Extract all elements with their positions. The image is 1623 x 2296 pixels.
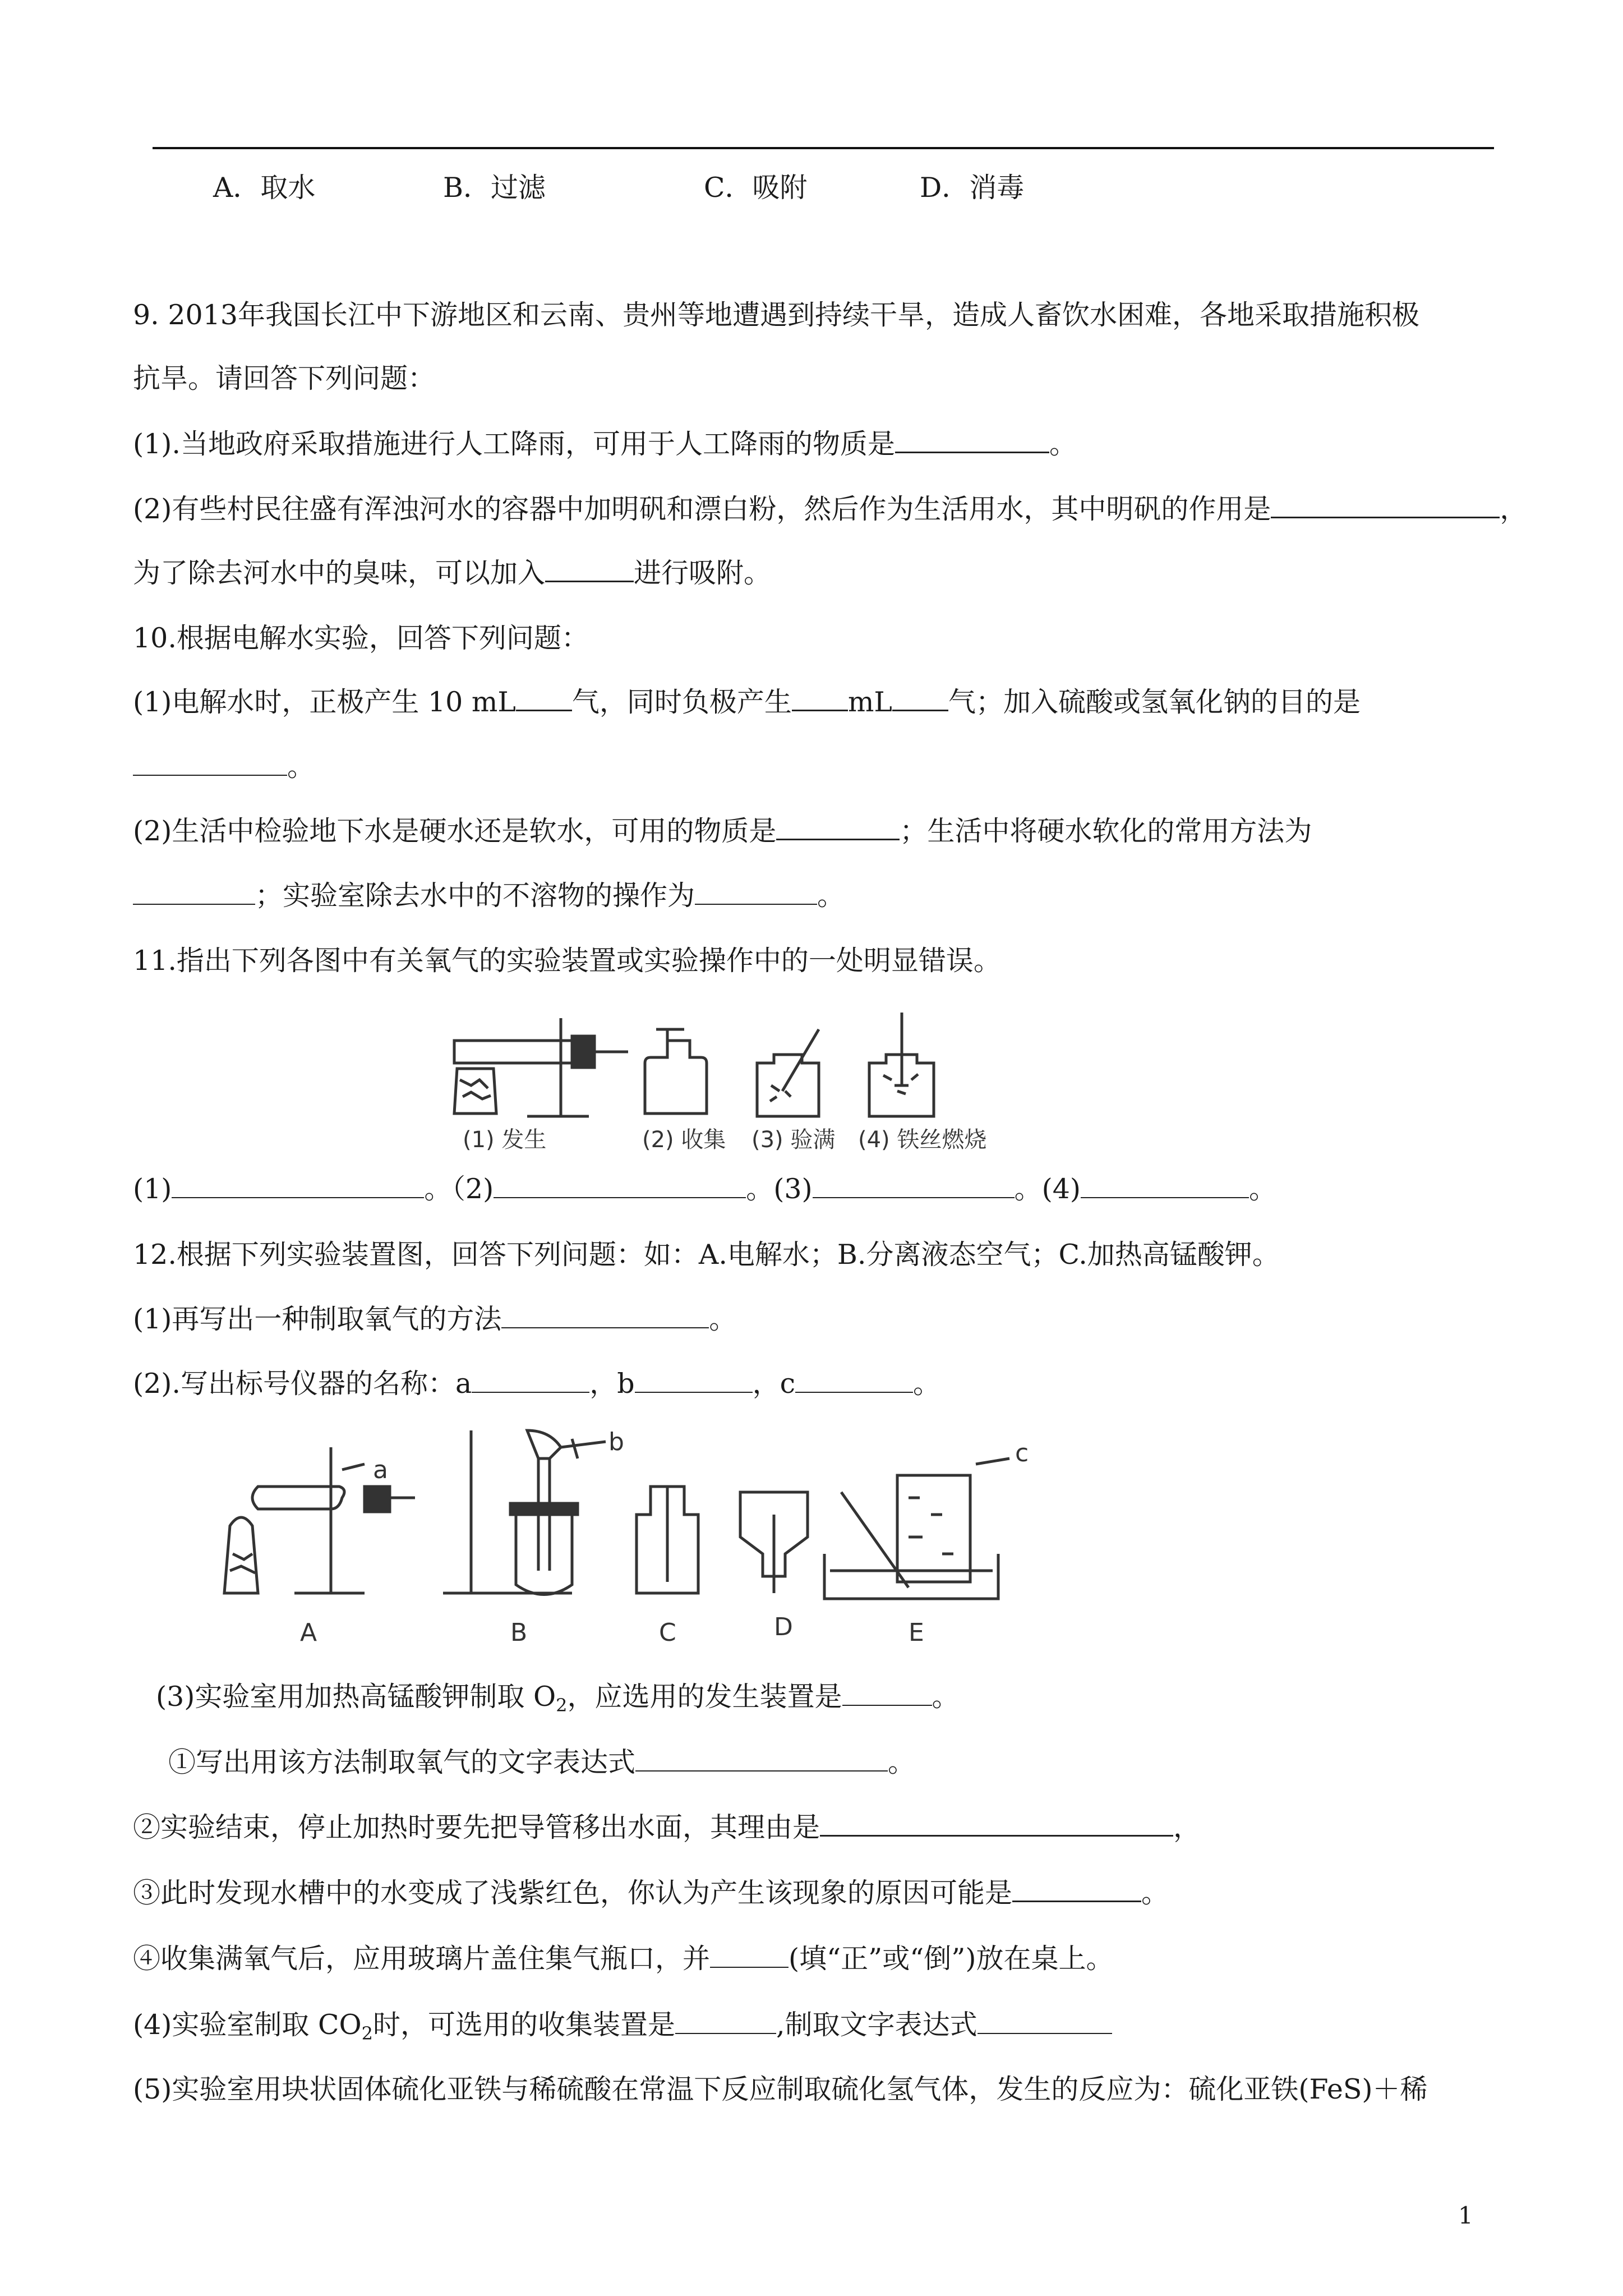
q12-sub2: [133, 1811, 1201, 1844]
q12-part5: (5)实验室用块状固体硫化亚铁与稀硫酸在常温下反应制取硫化氢气体，发生的反应为：硫化亚铁(FeS)＋稀: [133, 2073, 1428, 2105]
subscript: 2: [361, 2023, 374, 2044]
q10-part1-cont: [133, 750, 315, 784]
top-rule: [153, 147, 1494, 149]
answer-blank[interactable]: [172, 1175, 424, 1198]
answer-blank[interactable]: [695, 881, 817, 905]
answer-blank[interactable]: [635, 1748, 888, 1772]
answer-blank[interactable]: [1271, 494, 1500, 518]
q12-s4b: (填“正”或“倒”)放在桌上。: [789, 1943, 1114, 1975]
q12-p4a: (4)实验室制取 CO: [133, 2009, 362, 2041]
answer-blank[interactable]: [1081, 1175, 1249, 1198]
q9-part2d-text: 进行吸附。: [634, 557, 772, 589]
caption-2: (2) 收集: [642, 1127, 726, 1153]
punct: 。: [1049, 428, 1077, 460]
q11-figure: [443, 1007, 1200, 1153]
q12-part4: [133, 2008, 1112, 2050]
answer-blank[interactable]: [820, 1812, 1173, 1837]
label-a: A: [300, 1618, 317, 1647]
q8-option-b: B．过滤: [443, 172, 546, 204]
q10-p2b: ；生活中将硬水软化的常用方法为: [900, 815, 1312, 847]
label-c: C: [659, 1618, 676, 1647]
punct: ，: [1500, 493, 1528, 525]
answer-blank[interactable]: [892, 687, 948, 711]
q8-option-c: C．吸附: [704, 172, 808, 204]
answer-blank[interactable]: [895, 429, 1049, 453]
answer-blank[interactable]: [795, 1369, 913, 1393]
q10-p2a: (2)生活中检验地下水是硬水还是软水，可用的物质是: [133, 815, 777, 847]
q9-part1-text: (1).当地政府采取措施进行人工降雨，可用于人工降雨的物质是: [133, 428, 895, 460]
q10-part2-cont: [133, 879, 845, 913]
q11-a4: 。(4): [1014, 1173, 1081, 1205]
answer-blank[interactable]: [545, 558, 634, 582]
q10-p1b: 气，同时负极产生: [571, 686, 792, 718]
mark-a: a: [373, 1456, 388, 1484]
answer-blank[interactable]: [1012, 1878, 1141, 1902]
q11-a1: (1): [133, 1173, 172, 1205]
q10-p1d: 气；加入硫酸或氢氧化钠的目的是: [948, 686, 1361, 718]
mark-b: b: [608, 1428, 624, 1456]
q11-title: 11.指出下列各图中有关氧气的实验装置或实验操作中的一处明显错误。: [133, 945, 1001, 977]
q10-part2: [133, 815, 1312, 848]
q10-p2c: ；实验室除去水中的不溶物的操作为: [255, 880, 695, 912]
answer-blank[interactable]: [675, 2010, 776, 2034]
q12-part3: [156, 1680, 960, 1722]
q9-part2-cont: [133, 556, 771, 590]
q12-sub1: [168, 1746, 915, 1779]
q12-figure: [179, 1425, 1088, 1649]
subscript: 2: [556, 1695, 568, 1716]
q9-part2-text: (2)有些村民往盛有浑浊河水的容器中加明矾和漂白粉，然后作为生活用水，其中明矾的作用是: [133, 493, 1271, 525]
q9-part2c-text: 为了除去河水中的臭味，可以加入: [133, 557, 546, 589]
q10-p1a: (1)电解水时，正极产生 10 mL: [133, 686, 516, 718]
q12-title: 12.根据下列实验装置图，回答下列问题：如：A.电解水；B.分离液态空气；C.加热高锰酸钾。: [133, 1239, 1280, 1271]
punct: 。: [287, 751, 315, 783]
q8-option-d: D．消毒: [920, 172, 1025, 204]
answer-blank[interactable]: [133, 752, 287, 776]
label-d: D: [774, 1613, 793, 1641]
answer-blank[interactable]: [813, 1175, 1015, 1198]
q10-title: 10.根据电解水实验，回答下列问题：: [133, 622, 589, 654]
q12-p3a: (3)实验室用加热高锰酸钾制取 O: [156, 1681, 556, 1713]
q12-p1a: (1)再写出一种制取氧气的方法: [133, 1303, 502, 1335]
q12-sub3: [133, 1876, 1169, 1910]
answer-blank[interactable]: [842, 1682, 932, 1706]
answer-blank[interactable]: [776, 816, 900, 840]
answer-blank[interactable]: [133, 881, 255, 905]
q12-p2c: ，c: [752, 1368, 796, 1400]
punct: 。: [888, 1746, 916, 1778]
punct: 。: [709, 1303, 737, 1335]
label-e: E: [909, 1618, 924, 1647]
q12-p4b: 时，可选用的收集装置是: [373, 2009, 676, 2041]
punct: 。: [1141, 1877, 1169, 1909]
q9-part2: [133, 493, 1527, 526]
q12-s3a: ③此时发现水槽中的水变成了浅紫红色，你认为产生该现象的原因可能是: [133, 1877, 1013, 1909]
punct: 。: [932, 1681, 960, 1713]
q12-p2b: ，b: [589, 1368, 635, 1400]
punct: 。: [1249, 1173, 1277, 1205]
q12-part1: [133, 1303, 736, 1336]
punct: 。: [817, 880, 845, 912]
q12-s1a: ①写出用该方法制取氧气的文字表达式: [168, 1746, 636, 1778]
punct: 。: [913, 1368, 941, 1400]
q12-sub4: [133, 1942, 1113, 1976]
page-number: 1: [1458, 2202, 1473, 2229]
q12-p3b: ，应选用的发生装置是: [567, 1681, 842, 1713]
q8-option-a: A．取水: [213, 172, 316, 204]
q10-p1c: mL: [847, 686, 892, 718]
q11-a3: 。(3): [746, 1173, 813, 1205]
q11-a2: 。（2): [424, 1173, 494, 1205]
q9-part1: [133, 427, 1077, 461]
answer-blank[interactable]: [792, 687, 848, 711]
caption-4: (4) 铁丝燃烧: [858, 1127, 987, 1153]
answer-blank[interactable]: [710, 1944, 789, 1968]
q12-p4c: ,制取文字表达式: [776, 2009, 978, 2041]
q12-s2a: ②实验结束，停止加热时要先把导管移出水面，其理由是: [133, 1811, 820, 1843]
mark-c: c: [1015, 1439, 1029, 1467]
q12-s4a: ④收集满氧气后，应用玻璃片盖住集气瓶口，并: [133, 1943, 711, 1975]
q9-line2: 抗旱。请回答下列问题：: [133, 362, 436, 394]
q9-line1: 9. 2013年我国长江中下游地区和云南、贵州等地遭遇到持续干旱，造成人畜饮水困难，各地采取措施积极: [133, 299, 1420, 331]
answer-blank[interactable]: [494, 1175, 746, 1198]
q12-part2: [133, 1367, 940, 1401]
answer-blank[interactable]: [978, 2010, 1112, 2034]
label-b: B: [510, 1618, 528, 1647]
punct: ，: [1173, 1811, 1201, 1843]
q12-p2a: (2).写出标号仪器的名称：a: [133, 1368, 472, 1400]
answer-blank[interactable]: [501, 1305, 709, 1328]
q11-answers: [133, 1172, 1276, 1206]
answer-blank[interactable]: [516, 687, 572, 711]
caption-1: (1) 发生: [463, 1127, 547, 1153]
caption-3: (3) 验满: [751, 1127, 836, 1153]
answer-blank[interactable]: [635, 1369, 753, 1393]
answer-blank[interactable]: [472, 1369, 589, 1393]
q10-part1: [133, 685, 1361, 719]
